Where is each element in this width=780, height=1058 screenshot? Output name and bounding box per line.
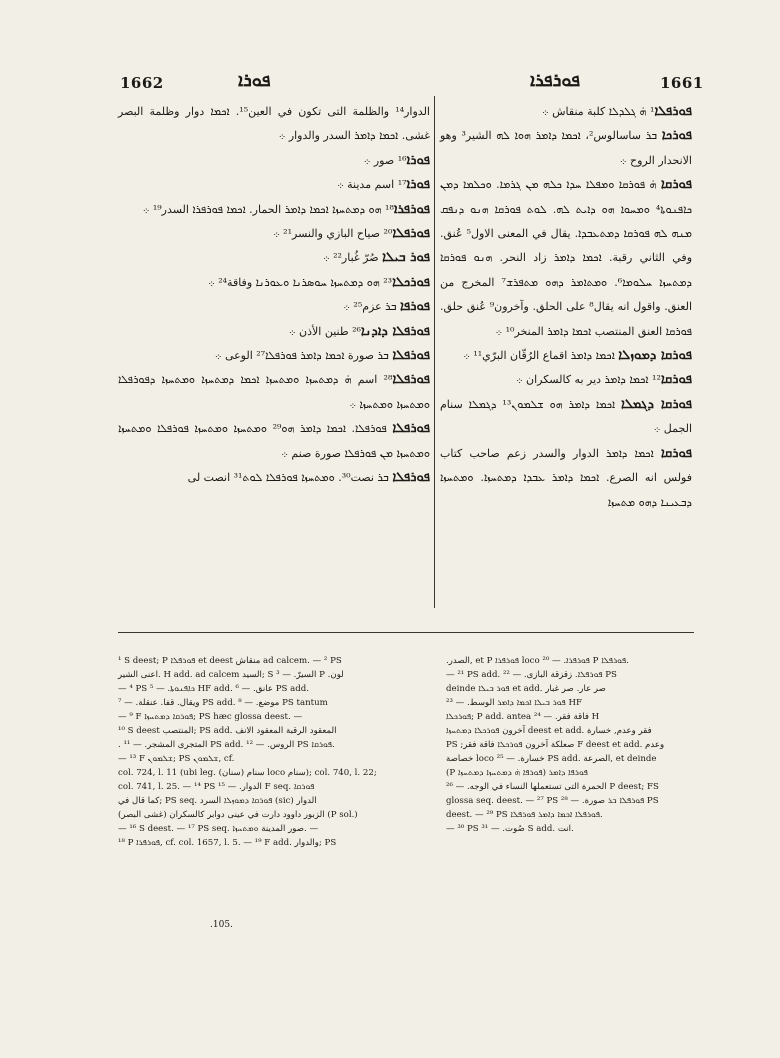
entry-headword: ܦܘܪܟܠܐ: [392, 274, 430, 290]
footnote-line: كما قال في; PS seq. ܦܘܪܩܐ ܕܡܘܙܠܐ السرد (sic) الدوار: [118, 796, 317, 806]
dictionary-entry: [118, 368, 430, 417]
entry-gloss: ²⁶ طنين الأذن ܀: [288, 324, 361, 338]
entry-headword: ܦܘܪܦܠܐ: [392, 421, 431, 437]
entry-headword: ܦܘܪܦܠܐ: [392, 226, 430, 242]
footnote-line: — ³⁰ PS صُوت. — ³¹ S add. انت.: [446, 824, 574, 834]
entry-headword: ܦܘܪܟܐ: [661, 128, 693, 144]
footnote-line: آخرون ܦܘܪܟܠܐ ܕܡܬܚܙܐ deest et add. فقر وعدم, خسارة: [446, 726, 652, 736]
dictionary-entry: [440, 368, 692, 392]
entry-gloss: ¹⁸ ܗܘ ܕܡܬܚܙܐ ܐܟܡܐ ܕܐܡܪ الحمار. ܐܟܡܐ ܦܘܪܦܪܐ السدر¹⁹ ܀: [142, 202, 394, 216]
dictionary-entry: [118, 344, 430, 368]
entry-gloss: ¹² ܐܟܡܐ ܕܐܡܪ دير به كالسكران ܀: [515, 373, 661, 387]
entry-gloss: ¹⁶ صور ܀: [363, 153, 407, 167]
entry-headword: ܦܘܪܩܐ: [660, 372, 692, 388]
entry-gloss: ܦܘܪܦܠܐ. ܐܟܡܐ ܕܐܡܪ ܗܘ²⁹ ܘܡܬܚܙܐ ܘܡܬܚܙܐ ܦܘܪܦܠܐ ܘܡܬܚܙܐ ܘܡܬܚܙܐ ܡܢ ܦܘܪܦܠܐ صورة صنم ܀: [118, 422, 430, 460]
entry-headword: ܦܘܪܦܠܐ: [654, 104, 692, 119]
footnote-line: الزبور داوود دارت في عينى دوابر كالسكران (غشى البصر) (P sol.): [118, 810, 358, 820]
entry-gloss: ²³ ܗܘ ܕܡܬܚܙܐ ܚܘܣܪܢܐ ܘܥܘܪܢܐ وفاقة²⁴ ܀: [208, 275, 393, 289]
footnote-line: glossa seq. deest. — ²⁷ PS ܦܘܪܦܠܐ ܒܪ صورة. — ²⁸ PS: [446, 796, 659, 806]
footnote-line: . المتجرى المشجر. — ¹¹ PS add. الروس. — ¹² PS ܦܘܪܩܐ.: [118, 740, 335, 750]
entry-gloss: ܗ̇ ܦܘܪܩܐ ܘܡܦܠܐ ܚܕܐ ܟܠܗ ܡܢ ܓܪܡܐ. ܘܟܠܡܐ ܕܡܢ ܟܐܦܢܘܬܐ⁴ ܘܡܚܘܐ ܗܘ ܕܐܝܬ ܠܗ. ܠܘܬ ܦܘܪܩܐ ܗܢܘ ܕܢܦܩ ܡܢܗ ܠܗ ܦܘܪܩܐ ܕܡܬܥܒܕܐ. يقال في المعنى الاول⁵ عُنق. وفي الثاني رقبة. ܐܟܡܐ ܕܐܡܪ زاد النحر. ܗܢܘ ܦܘܪܩܐ ܕܡܬܚܙܐ ܚܠܘܡܐ⁶. ܘܡܬܐܡܪ ܕܗܘ ܡܬܦܪܫ⁷ المخرج من العنق. واقول انه يقال⁸ على الحلق. وآخرون⁹ عُنق حلق. ܦܘܪܩܐ العنق المنتصب ܐܟܡܐ ܕܐܡܪ المنخر¹⁰ ܀: [440, 178, 693, 338]
entry-headword: ܦܘܪܦܠܐ ܕܐܕܢܐ: [360, 323, 430, 339]
dictionary-entry: [118, 417, 430, 466]
entry-gloss: ²⁸ اسم ܗ̇ ܕܡܬܚܙܐ ܘܡܬܚܙܐ ܐܟܡܐ ܕܡܬܚܙܐ ܘܡܬܚܙܐ ܕܦܘܪܦܠܐ ܘܡܬܚܙܐ ܘܡܬܚܙܐ ܀: [118, 373, 430, 411]
dictionary-entry: [118, 271, 430, 295]
footnote-line: — ¹³ F ܫܠܡܘܢ; PS ܫܠܡܘܢ, cf.: [118, 754, 235, 764]
dictionary-entry: [118, 466, 430, 490]
footnote-line: الحمرة التى تستعملها النساء في الوجه. — ²⁶ P deest; FS: [446, 782, 659, 792]
entry-gloss: ܒܪ ساسالوس²، ܐܟܡܐ ܕܐܡܪ ܗܘܐ ܠܗ الشير³ وهو الانحدار الروح ܀: [440, 129, 692, 167]
entry-gloss: صُرّ غُبار²² ܀: [322, 251, 379, 265]
entry-gloss: ²⁰ صياح البازي والنسر²¹ ܀: [273, 227, 393, 241]
entry-gloss: ¹⁷ اسم مدينة ܀: [337, 178, 407, 192]
dictionary-entry: [440, 100, 692, 124]
entry-headword: ܦܘܪ ܒܝܠܐ: [382, 250, 430, 266]
dictionary-entry: [118, 173, 430, 197]
entry-headword: ܦܘܪܦܠܐ: [392, 348, 430, 364]
footnote-line: اعنى الشير. H add. ad calcem السيد; S السيرّ. — ³ P .لون: [118, 670, 344, 680]
footnote-line: ¹ S deest; P ܦܘܪܦܠܐ et deest منقاش ad calcem. — ² PS: [118, 656, 342, 666]
footnote-line: — ²¹ PS add. ܦܘܪܦܠܐ. زقزقة البازى. — ²² PS: [446, 670, 617, 680]
entry-headword: ܦܘܪܦܐ: [400, 299, 430, 315]
column-divider: [434, 96, 435, 608]
dictionary-entry: [118, 246, 430, 270]
entry-gloss: ܐܟܡܐ ܕܐܡܪ اقماع الرُقّان البرّي¹¹ ܀: [463, 349, 615, 363]
dictionary-entry: [118, 320, 430, 344]
entry-headword: ܦܘܪܩܐ: [660, 177, 693, 193]
dictionary-entry: [440, 442, 692, 515]
dictionary-entry: [440, 344, 692, 368]
footnote-line: .الصدر, et P ܦܘܪܦܪܐ loco ܦܘܪܦܪܐ. — ²⁰ P ܦܘܪܦܠܐ.: [446, 656, 629, 666]
running-head-right: ܦܘܪܦܪܐ: [530, 70, 581, 91]
footnotes-left: [118, 654, 430, 850]
footnote-line: ¹⁰ S deest المنتصب; PS add. المعقود الرقبة المعقود الانف: [118, 726, 337, 736]
entry-gloss: ܐܟܡܐ ܕܐܡܪ ܗܘ ܫܠܡܘܢ¹³ ܕܓܡܠܐ سنام الجمل ܀: [440, 397, 692, 436]
dictionary-entry: [440, 124, 692, 173]
entry-headword: ܦܘܪܦܠܐ: [392, 372, 430, 388]
entry-gloss: ܒܪ صورة ܐܟܡܐ ܕܐܡܪ ܦܘܪܦܠܐ²⁷ الوعى ܀: [214, 349, 389, 363]
footnotes-right: [446, 654, 694, 836]
footnote-line: — ⁹ F ܦܘܪܩܐ ܕܡܬܚܙܐ; PS hæc glossa deest. —: [118, 712, 303, 722]
signature-mark: .105.: [210, 920, 233, 930]
dictionary-entry: [118, 222, 430, 246]
footnote-line: col. 724, l. 11 (ubi leg. سنام (سنان) loco سنام); col. 740, l. 22;: [118, 768, 377, 778]
entry-headword: ܦܘܪܦܪܐ: [393, 201, 430, 217]
entry-headword: ܦܘܪܐ: [406, 177, 430, 193]
running-head-left: ܦܘܪܐ: [238, 70, 271, 91]
footnote-line: (P ܦܘܪܦܐ ܗ̇ ܕܡܬܚܙܐ ܕܡܬܚܙܐ) ܦܘܪܦܐ ܕܐܡܪ: [446, 768, 588, 778]
entry-headword: ܦܘܪܩܐ: [660, 445, 692, 461]
entry-gloss: ܒܪ نصت³⁰. ܘܡܬܚܙܐ ܦܘܪܦܠܐ ܠܘܬ³¹ انصت لى: [187, 471, 389, 485]
footnote-line: deinde ܦܘܪ ܒܝܠܐ et add. صر عار. صر غبار: [446, 684, 606, 694]
footnote-line: ܦܘܪ ܒܝܠܐ ܐܟܡܐ ܕܐܡܪ الوسط. — ²³ HF: [446, 698, 582, 708]
dictionary-entry: [440, 173, 692, 344]
entry-gloss: ܐܟܡܐ ܕܐܡܪ الدوار والسدر زعم صاحب كتاب فولس انه الصرع. ܐܟܡܐ ܕܐܡܪ ܥܒܕܐ ܕܡܬܚܙܐ. ܘܡܬܚܙܐ ܕܒܥܝܢܐ ܕܗܘ ܡܬܚܙܐ: [440, 446, 692, 509]
right-column: [440, 100, 692, 515]
dictionary-entry: [118, 100, 430, 149]
footnote-line: ܦܘܪܟܠܐ; P add. antea فاقة فقر. — ²⁴ H: [446, 712, 600, 722]
footnote-rule: [118, 632, 694, 633]
entry-gloss: الدوار¹⁴ والظلمة التى تكون في العين¹⁵. ܐܟܡܐ دوار وظلمة البصر غشى. ܐܟܡܐ ܕܐܡܪ السدر والدوار ܀: [118, 105, 430, 143]
entry-headword: ܦܘܪܩܐ ܕܡܘܙܠܐ: [618, 348, 692, 364]
footnote-line: — ⁴ PS ܟܐܦܢܘܬܐ. — ⁵ HF add. عانق. — ⁶ PS add.: [118, 684, 310, 694]
footnote-line: deest. — ²⁹ PS ܦܘܪܦܠܐ ܐܟܡܐ ܕܐܡܪ ܦܘܪܦܠܐ.: [446, 810, 603, 820]
entry-gloss: ¹ ܗ̇ ܓܠܕܠܐ كلبة منقاش ܀: [542, 105, 655, 118]
entry-headword: ܦܘܪܦܠܐ: [392, 470, 430, 486]
dictionary-entry: [440, 393, 692, 442]
footnote-line: — ¹⁶ S deest. — ¹⁷ PS seq. صور المدينة ܘܡܬܚܙܐ. —: [118, 824, 319, 834]
page-number-right: 1661: [660, 74, 704, 92]
footnote-line: col. 741, l. 25. — ¹⁴ PS الدوار. — ¹⁵ F seq. ܦܘܪܩܐ: [118, 782, 315, 792]
entry-headword: ܦܘܪܐ: [406, 152, 430, 168]
page-number-left: 1662: [120, 74, 164, 92]
dictionary-entry: [118, 295, 430, 319]
footnote-line: ¹⁸ P ܦܘܪܦܪܐ, cf. col. 1657, l. 5. — ¹⁹ F add. والدوار; PS: [118, 838, 337, 848]
footnote-line: خصاصة loco خسارة. — ²⁵ PS add. الصرعة, et deinde: [446, 754, 657, 764]
dictionary-entry: [118, 149, 430, 173]
entry-headword: ܦܘܪܩܐ ܕܓܡܠܐ: [621, 396, 693, 412]
footnote-line: PS ;صعلكة آخرون ܦܘܪܟܠܐ فاقة فقر F deest et add. وعدم: [446, 740, 665, 750]
entry-gloss: ܒܪ عزم²⁵ ܀: [343, 300, 397, 314]
footnote-line: ويقال. قفا. عنقلة. — ⁷ PS add. موضع. — ⁸ PS tantum: [118, 698, 328, 708]
dictionary-entry: [118, 198, 430, 222]
left-column: [118, 100, 430, 491]
